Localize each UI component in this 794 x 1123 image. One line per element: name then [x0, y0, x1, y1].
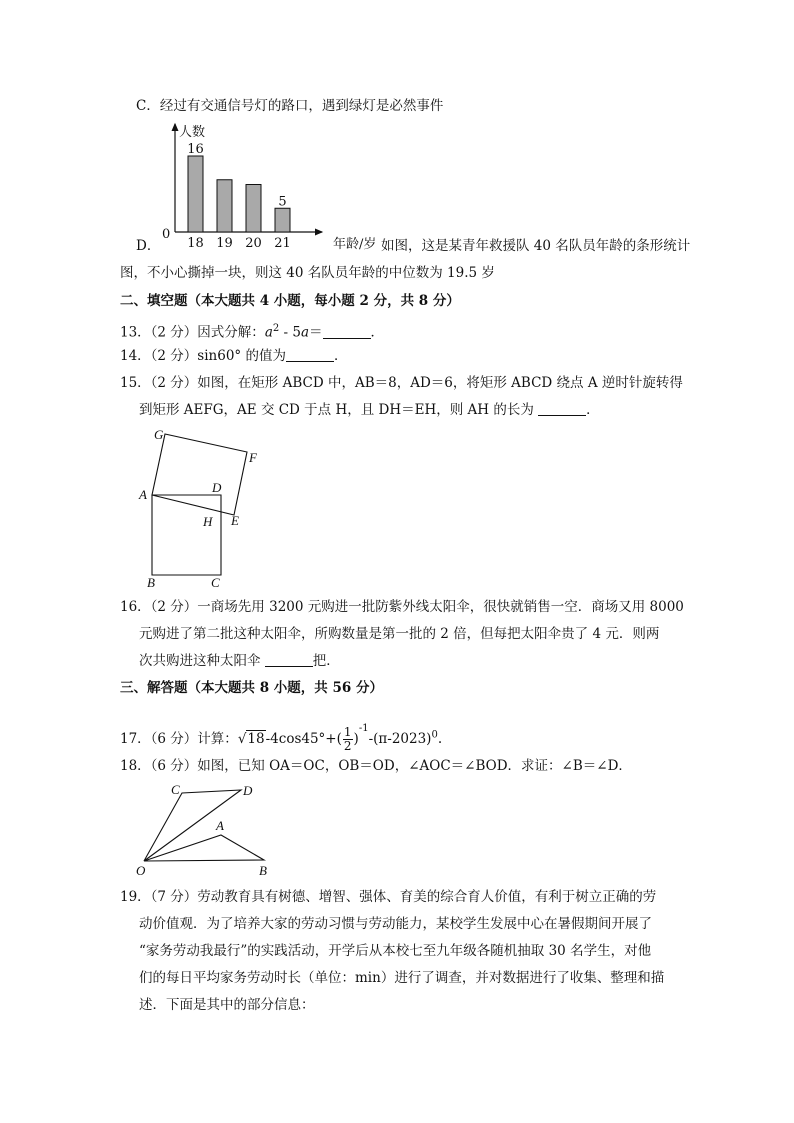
label-g: G [154, 427, 164, 442]
q12-option-d-text-1: 如图，这是某青年救援队 40 名队员年龄的条形统计 [381, 238, 691, 254]
q13-prefix: 13．（2 分）因式分解： [120, 324, 265, 341]
q17-frac-num: 1 [343, 725, 352, 739]
q16-line-1: 16．（2 分）一商场先用 3200 元购进一批防紫外线太阳伞，很快就销售一空．商场又用 8000 [120, 599, 684, 615]
q17-prefix: 17．（6 分）计算： [120, 731, 238, 747]
q17 [120, 716, 442, 753]
q17-radicand: 18 [247, 731, 265, 747]
y-axis-label: 人数 [179, 125, 206, 140]
label-b: B [147, 575, 155, 590]
q17-exp-0: 0 [431, 729, 438, 741]
x-tick-19: 19 [216, 236, 233, 250]
sqrt-sign: √ [237, 731, 247, 747]
section-2-heading: 二、填空题（本大题共 4 小题，每小题 2 分，共 8 分） [120, 293, 460, 309]
q16-end: 把． [312, 653, 340, 669]
x-tick-20: 20 [245, 236, 262, 250]
q17-exp-neg1: -1 [358, 723, 369, 734]
q15-line-2 [139, 400, 600, 420]
q13-var-a2: a [300, 324, 310, 341]
q13-var-a: a [264, 324, 273, 341]
q12-option-d-text-2: 图，不小心撕掉一块，则这 40 名队员年龄的中位数为 19.5 岁 [120, 265, 495, 281]
x-tick-21: 21 [274, 236, 291, 250]
bar-age-18 [188, 156, 203, 232]
label-d: D [212, 480, 222, 495]
q16-answer-blank[interactable] [265, 652, 313, 667]
q13-end: ． [370, 324, 385, 341]
q15-line-2-text: 到矩形 AEFG，AE 交 CD 于点 H，且 DH＝EH，则 AH 的长为 [139, 402, 539, 418]
q18-triangle-figure [134, 780, 284, 880]
triangle-ocd [144, 790, 241, 861]
label-d: D [243, 783, 253, 798]
label-o: O [136, 863, 146, 878]
q19-line-1: 19．（7 分）劳动教育具有树德、增智、强体、育美的综合育人价值，有利于树立正确的劳 [120, 889, 657, 905]
q12-option-d-label: D． [136, 238, 161, 254]
q15-rectangle-figure [138, 425, 288, 590]
q13-minus5: - 5 [279, 324, 301, 341]
q13 [120, 319, 384, 343]
x-tick-18: 18 [187, 236, 204, 250]
value-label-21: 5 [278, 194, 287, 210]
label-a: A [216, 818, 224, 833]
bar-age-21 [275, 208, 290, 232]
q17-term2: -4cos45°+( [265, 731, 342, 747]
label-f: F [249, 450, 257, 465]
q14-end: ． [333, 348, 348, 364]
q17-frac-den: 2 [343, 739, 352, 753]
q14-text: 14．（2 分）sin60° 的值为 [120, 348, 286, 364]
section-3-heading: 三、解答题（本大题共 8 小题，共 56 分） [120, 680, 383, 696]
q19-line-3: “家务劳动我最行”的实践活动，开学后从本校七至九年级各随机抽取 30 名学生，对他 [139, 943, 652, 959]
label-h: H [203, 514, 213, 529]
label-b: B [259, 863, 267, 878]
q12-option-c: C．经过有交通信号灯的路口，遇到绿灯是必然事件 [136, 98, 444, 114]
rect-abcd [152, 495, 221, 575]
q13-answer-blank[interactable] [323, 324, 371, 339]
label-c: C [171, 782, 180, 797]
x-axis-label: 年龄/岁 [333, 237, 377, 252]
q15-line-1: 15．（2 分）如图，在矩形 ABCD 中，AB＝8，AD＝6，将矩形 ABCD 绕点 A 逆时针旋转得 [120, 375, 683, 391]
q17-fraction [343, 726, 353, 753]
value-label-18: 16 [187, 142, 204, 157]
q19-line-5: 述．下面是其中的部分信息： [139, 997, 315, 1013]
q18-text: 18．（6 分）如图，已知 OA＝OC，OB＝OD，∠AOC＝∠BOD．求证：∠B＝∠D． [120, 758, 632, 774]
q16-line-2: 元购进了第二批这种太阳伞，所购数量是第一批的 2 倍，但每把太阳伞贵了 4 元．则两 [139, 626, 660, 642]
origin-label: 0 [162, 227, 171, 242]
age-bar-chart [150, 118, 370, 250]
bar-age-20 [246, 185, 261, 233]
q17-term3: ) [353, 731, 359, 747]
q19-line-2: 动价值观．为了培养大家的劳动习惯与劳动能力，某校学生发展中心在暑假期间开展了 [139, 916, 652, 932]
label-c: C [211, 575, 220, 590]
q13-exp: 2 [272, 323, 280, 334]
q14-answer-blank[interactable] [286, 347, 334, 362]
label-a: A [139, 487, 147, 502]
q16-line-3-text: 次共购进这种太阳伞 [139, 653, 265, 669]
bar-age-19 [217, 180, 232, 232]
q14 [120, 346, 347, 366]
q19-line-4: 们的每日平均家务劳动时长（单位：min）进行了调查，并对数据进行了收集、整理和描 [139, 970, 665, 986]
q17-end: . [437, 731, 443, 747]
label-e: E [231, 513, 239, 528]
q13-eq: ＝ [309, 324, 323, 341]
rect-aefg [152, 434, 247, 515]
q17-term4: -(π-2023) [368, 731, 432, 747]
q15-end: ． [586, 402, 600, 418]
q15-answer-blank[interactable] [538, 401, 586, 416]
q16-line-3 [139, 651, 340, 671]
